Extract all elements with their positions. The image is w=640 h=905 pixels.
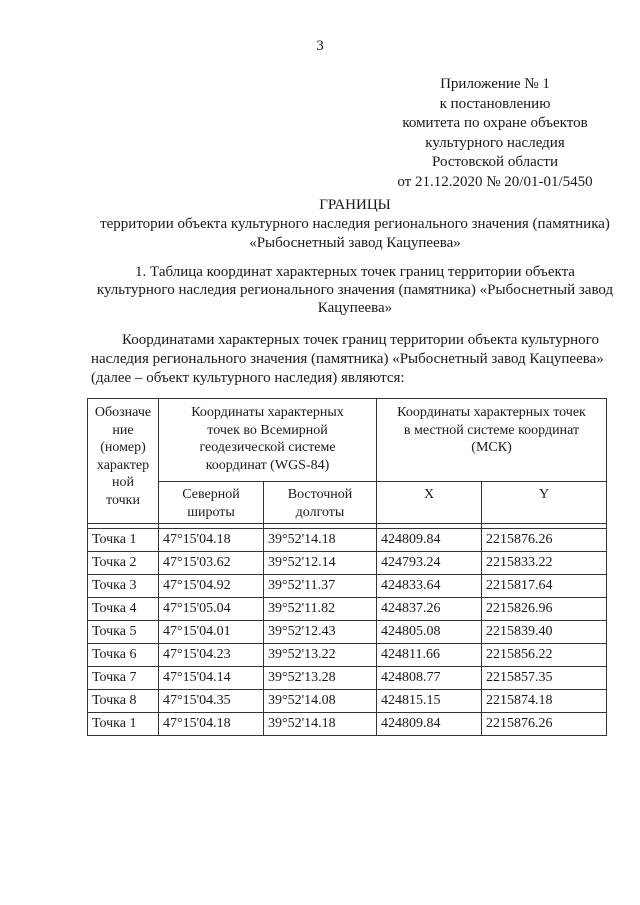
paragraph-line: наследия регионального значения (памятника) «Рыбоснетный завод Кацупеева»: [91, 351, 604, 367]
header-wgs: Координаты характерных точек во Всемирной геодезической системе координат (WGS-84): [159, 399, 377, 482]
cell-y: 2215833.22: [482, 552, 607, 575]
section-heading: [70, 263, 640, 317]
section-line: Кацупеева»: [317, 300, 393, 316]
document-title: [70, 196, 640, 253]
cell-y: 2215876.26: [482, 529, 607, 552]
table-row: [88, 575, 607, 598]
cell-latitude: 47°15'04.92: [159, 575, 264, 598]
coordinates-table: [87, 398, 607, 736]
cell-latitude: 47°15'04.23: [159, 644, 264, 667]
table-row: [88, 690, 607, 713]
cell-x: 424837.26: [377, 598, 482, 621]
cell-longitude: 39°52'14.18: [264, 713, 377, 736]
cell-latitude: 47°15'04.35: [159, 690, 264, 713]
cell-latitude: 47°15'03.62: [159, 552, 264, 575]
cell-y: 2215876.26: [482, 713, 607, 736]
appendix-line: культурного наследия: [425, 134, 565, 151]
header-y: Y: [482, 482, 607, 524]
cell-point: Точка 7: [88, 667, 159, 690]
table-row: [88, 529, 607, 552]
title-line: «Рыбоснетный завод Кацупеева»: [249, 235, 461, 251]
cell-point: Точка 3: [88, 575, 159, 598]
cell-point: Точка 1: [88, 713, 159, 736]
paragraph-line: Координатами характерных точек границ территории объекта культурного: [122, 332, 599, 348]
table-row: [88, 713, 607, 736]
header-latitude: Северной широты: [159, 482, 264, 524]
cell-x: 424809.84: [377, 713, 482, 736]
table-row: [88, 552, 607, 575]
header-x: X: [377, 482, 482, 524]
cell-longitude: 39°52'11.37: [264, 575, 377, 598]
table-header-row: [88, 399, 607, 482]
cell-x: 424793.24: [377, 552, 482, 575]
cell-latitude: 47°15'05.04: [159, 598, 264, 621]
section-line: 1. Таблица координат характерных точек границ территории объекта: [135, 264, 575, 280]
cell-longitude: 39°52'14.18: [264, 529, 377, 552]
cell-longitude: 39°52'12.43: [264, 621, 377, 644]
appendix-line: к постановлению: [439, 95, 551, 112]
cell-point: Точка 4: [88, 598, 159, 621]
title-line: территории объекта культурного наследия регионального значения (памятника): [100, 216, 610, 232]
body-paragraph: [91, 331, 611, 388]
cell-x: 424805.08: [377, 621, 482, 644]
cell-latitude: 47°15'04.01: [159, 621, 264, 644]
cell-point: Точка 8: [88, 690, 159, 713]
cell-y: 2215874.18: [482, 690, 607, 713]
cell-point: Точка 1: [88, 529, 159, 552]
cell-x: 424833.64: [377, 575, 482, 598]
cell-x: 424815.15: [377, 690, 482, 713]
cell-longitude: 39°52'13.28: [264, 667, 377, 690]
cell-latitude: 47°15'04.14: [159, 667, 264, 690]
table-row: [88, 667, 607, 690]
cell-y: 2215839.40: [482, 621, 607, 644]
cell-longitude: 39°52'11.82: [264, 598, 377, 621]
appendix-line: от 21.12.2020 № 20/01-01/5450: [397, 173, 593, 190]
title-heading: ГРАНИЦЫ: [319, 197, 391, 213]
cell-y: 2215857.35: [482, 667, 607, 690]
cell-x: 424811.66: [377, 644, 482, 667]
table-row: [88, 644, 607, 667]
table-row: [88, 621, 607, 644]
cell-point: Точка 2: [88, 552, 159, 575]
table-row: [88, 598, 607, 621]
cell-x: 424808.77: [377, 667, 482, 690]
paragraph-line: (далее – объект культурного наследия) являются:: [91, 370, 405, 386]
cell-longitude: 39°52'12.14: [264, 552, 377, 575]
cell-point: Точка 5: [88, 621, 159, 644]
cell-y: 2215817.64: [482, 575, 607, 598]
cell-x: 424809.84: [377, 529, 482, 552]
cell-point: Точка 6: [88, 644, 159, 667]
header-longitude: Восточной долготы: [264, 482, 377, 524]
appendix-line: Приложение № 1: [440, 76, 550, 92]
cell-y: 2215856.22: [482, 644, 607, 667]
appendix-line: комитета по охране объектов: [402, 115, 588, 131]
page-number: 3: [316, 38, 324, 54]
appendix-line: Ростовской области: [432, 154, 558, 170]
header-msk: Координаты характерных точек в местной системе координат (МСК): [377, 399, 607, 482]
cell-longitude: 39°52'14.08: [264, 690, 377, 713]
table-subheader-row: [88, 482, 607, 524]
cell-longitude: 39°52'13.22: [264, 644, 377, 667]
cell-y: 2215826.96: [482, 598, 607, 621]
cell-latitude: 47°15'04.18: [159, 713, 264, 736]
cell-latitude: 47°15'04.18: [159, 529, 264, 552]
section-line: культурного наследия регионального значения (памятника) «Рыбоснетный завод: [96, 282, 614, 298]
appendix-block: [380, 75, 610, 192]
header-point: Обозначе ние (номер) характер ной точки: [88, 399, 159, 524]
